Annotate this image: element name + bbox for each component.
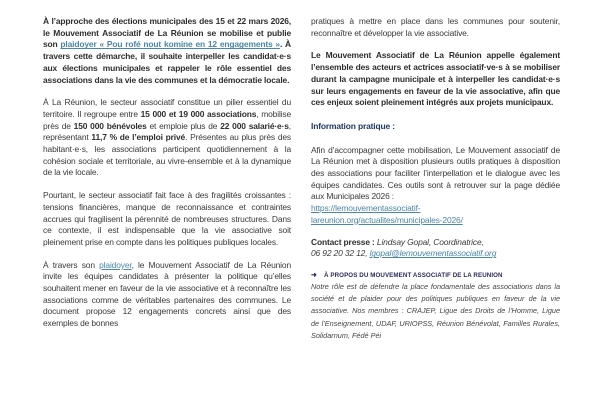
info-heading: Information pratique : xyxy=(311,120,395,131)
intro-paragraph xyxy=(43,16,291,86)
about-heading xyxy=(311,271,560,280)
sector-text-4: , représentant xyxy=(43,120,291,143)
left-column xyxy=(43,16,291,330)
about-title-text: À PROPOS DU MOUVEMENT ASSOCIATIF DE LA REUNION xyxy=(323,271,503,279)
municipales-url-line-1[interactable]: https://lemouvementassociatif- xyxy=(311,203,421,214)
arrow-right-icon: ➜ xyxy=(311,271,317,279)
sector-text-3: et emploie plus de xyxy=(146,120,221,131)
contact-phone: 06 92 20 32 12, xyxy=(311,248,370,259)
municipales-url-line-2[interactable]: lareunion.org/actualites/municipales-2026/ xyxy=(311,214,463,225)
plaidoyer-paragraph xyxy=(43,260,291,330)
call-to-action-paragraph: Le Mouvement Associatif de La Réunion appelle également l’ensemble des acteurs et actrices associatif·ve·s à se mobiliser durant la campagne municipale et à interpeller les candidat·e·s sur leurs engagements en faveur de la vie associative, afin que ces enjeux soient pleinement intégrés aux projets municipaux. xyxy=(311,50,560,108)
associations-count: 15 000 et 19 000 associations xyxy=(140,108,257,119)
plaidoyer-link[interactable]: plaidoyer « Pou rofé nout komine en 12 engagements » xyxy=(60,39,280,50)
info-paragraph xyxy=(311,145,560,227)
practices-paragraph: pratiques à mettre en place dans les communes pour soutenir, reconnaître et développer la vie associative. xyxy=(311,16,560,38)
sector-paragraph xyxy=(43,97,291,179)
intro-text-after: . À travers cette démarche, il souhaite interpeller les candidat·e·s aux élections municipales et rappeler le rôle essentiel des associations dans la vie des communes et la démocratie locale. xyxy=(43,39,291,85)
about-paragraph: Notre rôle est de défendre la place fondamentale des associations dans la société et de plaider pour des politiques publiques en faveur de la vie associative. Nos membres : CRAJEP, Ligue des Droits de l’Homme, Ligue de l’Enseignement, UDAF, URIOPSS, Réunion Bénévolat, Familles Rurales, Solidarnum, Fédé Péi xyxy=(311,281,560,340)
contact-name: Lindsay Gopal, Coordinatrice, xyxy=(376,236,484,247)
sector-text-1: À La Réunion, le secteur associatif constitue un pilier essentiel du territoire. Il regroupe entre xyxy=(43,97,291,119)
plaidoyer-short-link[interactable]: plaidoyer xyxy=(99,259,132,270)
employment-share: 11,7 % de l’emploi privé xyxy=(91,132,186,143)
sector-text-5: . Présentes au plus près des habitant·e·s, les associations participent quotidiennement à la cohésion sociale et territoriale, au vivre-ensemble et à la dynamique de la vie locale. xyxy=(43,132,291,178)
fragility-paragraph: Pourtant, le secteur associatif fait face à des fragilités croissantes : tensions financières, manque de reconnaissance et contraintes accrues qui fragilisent la pérennité de nombreuses structures. Dans ce contexte, il est indispensable que la vie associative soit pleinement prise en compte dans les politiques publiques locales. xyxy=(43,190,291,247)
plaidoyer-text-before: À travers son xyxy=(43,259,100,270)
press-contact xyxy=(311,237,560,260)
plaidoyer-text-after: , le Mouvement Associatif de La Réunion invite les équipes candidates à présenter la politique qu’elles souhaitent mener en faveur de la vie associative et à reconnaître les associations comme de véritables partenaires des communes. Le document propose 12 engagements concrets ainsi que des exemples de bonnes xyxy=(43,259,291,329)
right-column xyxy=(311,16,560,342)
employees-count: 22 000 salarié·e·s xyxy=(220,120,289,131)
contact-label: Contact presse : xyxy=(311,236,377,247)
intro-text-before: À l’approche des élections municipales des 15 et 22 mars 2026, le Mouvement Associatif de La Réunion se mobilise et publie son xyxy=(43,16,291,50)
info-text: Afin d’accompagner cette mobilisation, Le Mouvement associatif de La Réunion met à disposition plusieurs outils pratiques à disposition des associations pour faciliter l’interpellation et le dialogue avec les équipes candidates. Ces outils sont à retrouver sur la page dédiée aux Municipales 2026 : xyxy=(311,144,560,202)
volunteers-count: 150 000 bénévoles xyxy=(73,120,147,131)
sector-text-2: , mobilise près de xyxy=(43,108,292,131)
contact-email-link[interactable]: lgopal@lemouvementassociatif.org xyxy=(369,248,497,259)
